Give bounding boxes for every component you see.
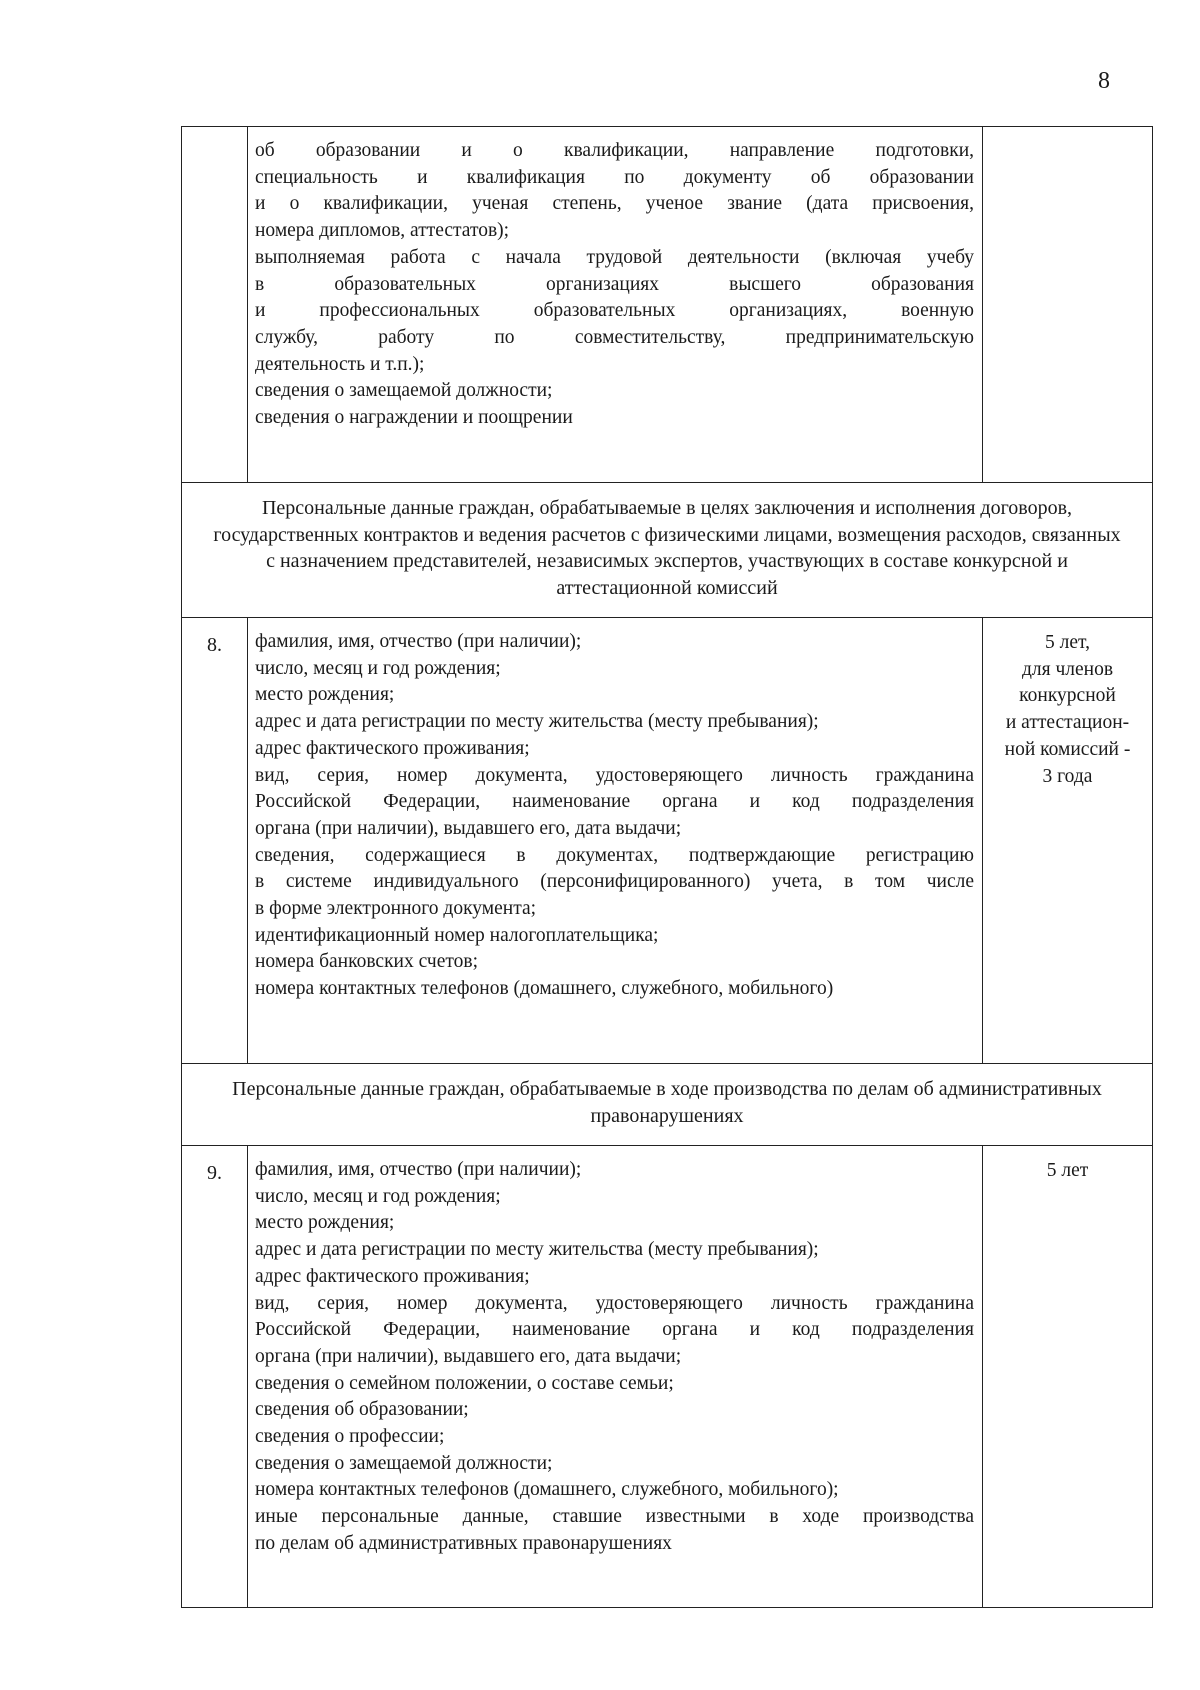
text-line: иные персональные данные, ставшие известными в ходе производства bbox=[255, 1506, 974, 1528]
section-row bbox=[182, 1064, 1153, 1146]
text-line: Российской Федерации, наименование органа и код подразделения bbox=[255, 1319, 974, 1341]
text-line: сведения, содержащиеся в документах, подтверждающие регистрацию bbox=[255, 844, 974, 866]
data-table bbox=[181, 126, 1153, 1608]
text-line: число, месяц и год рождения; bbox=[255, 657, 501, 679]
text-line: и о квалификации, ученая степень, ученое звание (дата присвоения, bbox=[255, 193, 974, 215]
text-line: сведения о замещаемой должности; bbox=[255, 1452, 553, 1474]
text-line: сведения о профессии; bbox=[255, 1426, 445, 1448]
text-line: сведения об образовании; bbox=[255, 1399, 469, 1421]
text-line: органа (при наличии), выдавшего его, дата выдачи; bbox=[255, 1345, 682, 1367]
section-heading: Персональные данные граждан, обрабатываемые в ходе производства по делам об административных правонарушениях bbox=[182, 1064, 1153, 1146]
text-line: сведения о замещаемой должности; bbox=[255, 380, 553, 402]
number-cell bbox=[182, 127, 248, 483]
text-line: сведения о семейном положении, о составе семьи; bbox=[255, 1372, 674, 1394]
text-line: фамилия, имя, отчество (при наличии); bbox=[255, 1159, 582, 1180]
text-line: адрес и дата регистрации по месту жительства (месту пребывания); bbox=[255, 711, 819, 733]
text-line: 5 лет, bbox=[1045, 632, 1090, 653]
row-number: 8. bbox=[182, 618, 248, 1064]
text-line: номера контактных телефонов (домашнего, служебного, мобильного); bbox=[255, 1479, 839, 1501]
text-line: сведения о награждении и поощрении bbox=[255, 407, 573, 429]
text-line: ной комиссий - bbox=[1004, 738, 1131, 760]
text-line: специальность и квалификация по документу об образовании bbox=[255, 166, 974, 188]
page-number: 8 bbox=[1098, 68, 1110, 94]
text-line: Российской Федерации, наименование органа и код подразделения bbox=[255, 791, 974, 813]
term-cell bbox=[983, 1146, 1153, 1608]
row-number: 9. bbox=[182, 1146, 248, 1608]
text-line: вид, серия, номер документа, удостоверяющего личность гражданина bbox=[255, 764, 974, 786]
text-line: адрес фактического проживания; bbox=[255, 737, 530, 759]
text-line: место рождения; bbox=[255, 1212, 395, 1234]
text-line: и аттестацион- bbox=[1005, 712, 1130, 734]
text-line: в форме электронного документа; bbox=[255, 898, 537, 920]
text-line: номера банковских счетов; bbox=[255, 951, 478, 973]
section-heading: Персональные данные граждан, обрабатываемые в целях заключения и исполнения договоров, государственных контрактов и ведения расчетов с физическими лицами, возмещения расходов, связанных с назначением представителей, независимых экспертов, участвующих в составе конкурсной и аттестационной комиссий bbox=[182, 483, 1153, 618]
text-line: и профессиональных образовательных организациях, военную bbox=[255, 300, 974, 322]
section-row bbox=[182, 483, 1153, 618]
text-line: адрес и дата регистрации по месту жительства (месту пребывания); bbox=[255, 1239, 819, 1261]
text-line: по делам об административных правонарушениях bbox=[255, 1532, 672, 1554]
text-line: идентификационный номер налогоплательщика; bbox=[255, 924, 659, 946]
items-cell bbox=[248, 1146, 983, 1608]
text-line: об образовании и о квалификации, направление подготовки, bbox=[255, 140, 974, 161]
text-line: для членов bbox=[1021, 658, 1114, 680]
text-line: деятельность и т.п.); bbox=[255, 353, 425, 375]
table-row bbox=[182, 618, 1153, 1064]
text-line: место рождения; bbox=[255, 684, 395, 706]
text-line: 3 года bbox=[1042, 765, 1093, 787]
term-cell bbox=[983, 127, 1153, 483]
text-line: номера дипломов, аттестатов); bbox=[255, 220, 510, 242]
items-cell bbox=[248, 127, 983, 483]
text-line: в образовательных организациях высшего образования bbox=[255, 273, 974, 295]
term-cell bbox=[983, 618, 1153, 1064]
text-line: в системе индивидуального (персонифицированного) учета, в том числе bbox=[255, 871, 974, 893]
table-row bbox=[182, 127, 1153, 483]
text-line: адрес фактического проживания; bbox=[255, 1265, 530, 1287]
text-line: органа (при наличии), выдавшего его, дата выдачи; bbox=[255, 817, 682, 839]
text-line: вид, серия, номер документа, удостоверяющего личность гражданина bbox=[255, 1292, 974, 1314]
text-line: службу, работу по совместительству, предпринимательскую bbox=[255, 326, 974, 348]
items-cell bbox=[248, 618, 983, 1064]
text-line: выполняемая работа с начала трудовой деятельности (включая учебу bbox=[255, 246, 974, 268]
table-row bbox=[182, 1146, 1153, 1608]
text-line: число, месяц и год рождения; bbox=[255, 1185, 501, 1207]
text-line: номера контактных телефонов (домашнего, служебного, мобильного) bbox=[255, 978, 834, 1000]
text-line: фамилия, имя, отчество (при наличии); bbox=[255, 631, 582, 652]
text-line: конкурсной bbox=[1019, 685, 1116, 707]
text-line: 5 лет bbox=[1046, 1160, 1089, 1181]
